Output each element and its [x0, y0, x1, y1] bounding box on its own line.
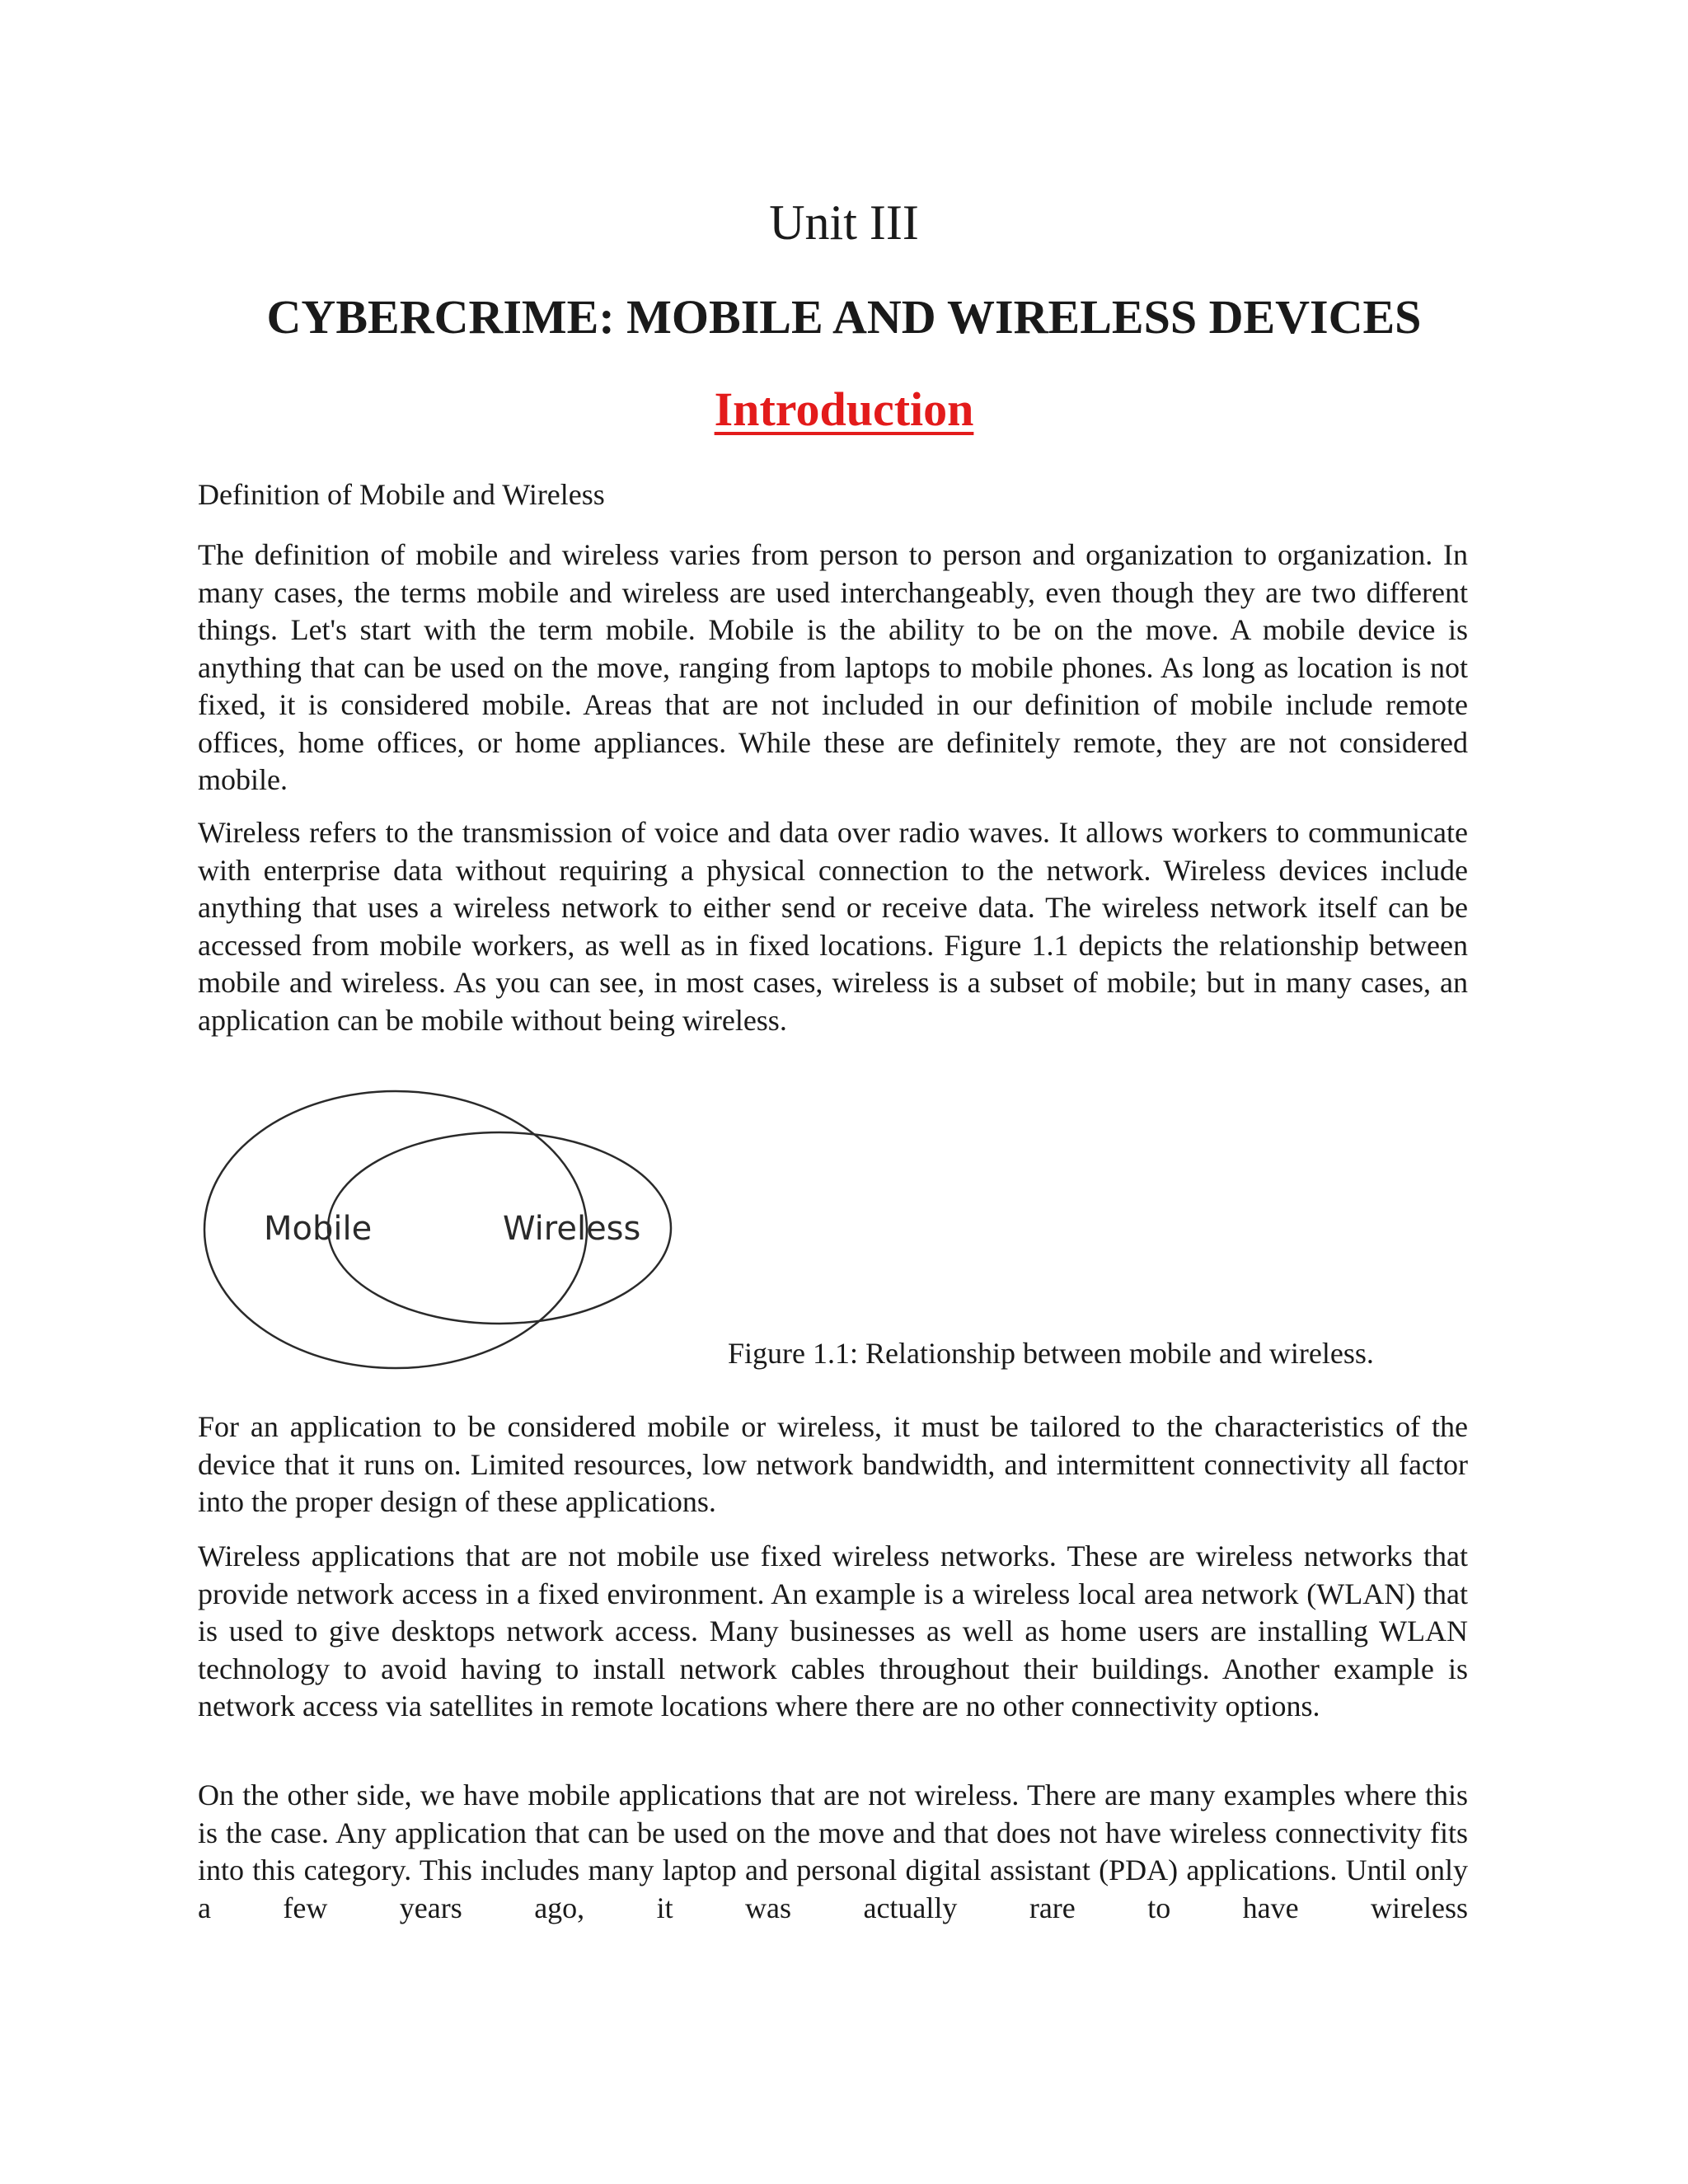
paragraph-wireless-definition: Wireless refers to the transmission of voice and data over radio waves. It allows workers to communicate with enterprise data without requiring a physical connection to the network. Wireless devices include anything that uses a wireless network to either send or receive data. The wireless network itself can be accessed from mobile workers, as well as in fixed locations. Figure 1.1 depicts the relationship between mobile and wireless. As you can see, in most cases, wireless is a subset of mobile; but in many cases, an application can be mobile without being wireless.	[198, 816, 1468, 1037]
paragraph-mobile-not-wireless-text: On the other side, we have mobile applications that are not wireless. There are many examples where this is the case. Any application that can be used on the move and that does not have wireless connectivity fits into this category. This includes many laptop and personal digital assistant (PDA) applications. Until only a few years ago, it was actually rare to have wireless	[198, 1779, 1468, 1924]
paragraph-fixed-wireless: Wireless applications that are not mobile use fixed wireless networks. These are wireless networks that provide network access in a fixed environment. An example is a wireless local area network (WLAN) that is used to give desktops network access. Many businesses as well as home users are installing WLAN technology to avoid having to install network cables throughout their buildings. Another example is network access via satellites in remote locations where there are no other connectivity options.	[198, 1540, 1468, 1722]
paragraph-mobile-not-wireless	[198, 1777, 1468, 1927]
definition-heading: Definition of Mobile and Wireless	[198, 478, 605, 511]
mobile-wireless-venn-diagram	[198, 1088, 725, 1372]
mobile-label: Mobile	[264, 1210, 373, 1248]
unit-title: Unit III	[769, 195, 919, 250]
chapter-title: CYBERCRIME: MOBILE AND WIRELESS DEVICES	[266, 290, 1422, 344]
paragraph-mobile-definition: The definition of mobile and wireless varies from person to person and organization to organization. In many cases, the terms mobile and wireless are used interchangeably, even though they are two different things. Let's start with the term mobile. Mobile is the ability to be on the move. A mobile device is anything that can be used on the move, ranging from laptops to mobile phones. As long as location is not fixed, it is considered mobile. Areas that are not included in our definition of mobile include remote offices, home offices, or home appliances. While these are definitely remote, they are not considered mobile.	[198, 538, 1468, 796]
figure-caption: Figure 1.1: Relationship between mobile and wireless.	[728, 1337, 1374, 1370]
wireless-label: Wireless	[503, 1210, 641, 1248]
paragraph-application-design: For an application to be considered mobile or wireless, it must be tailored to the characteristics of the device that it runs on. Limited resources, low network bandwidth, and intermittent connectivity all factor into the proper design of these applications.	[198, 1410, 1468, 1518]
section-heading: Introduction	[714, 382, 974, 436]
